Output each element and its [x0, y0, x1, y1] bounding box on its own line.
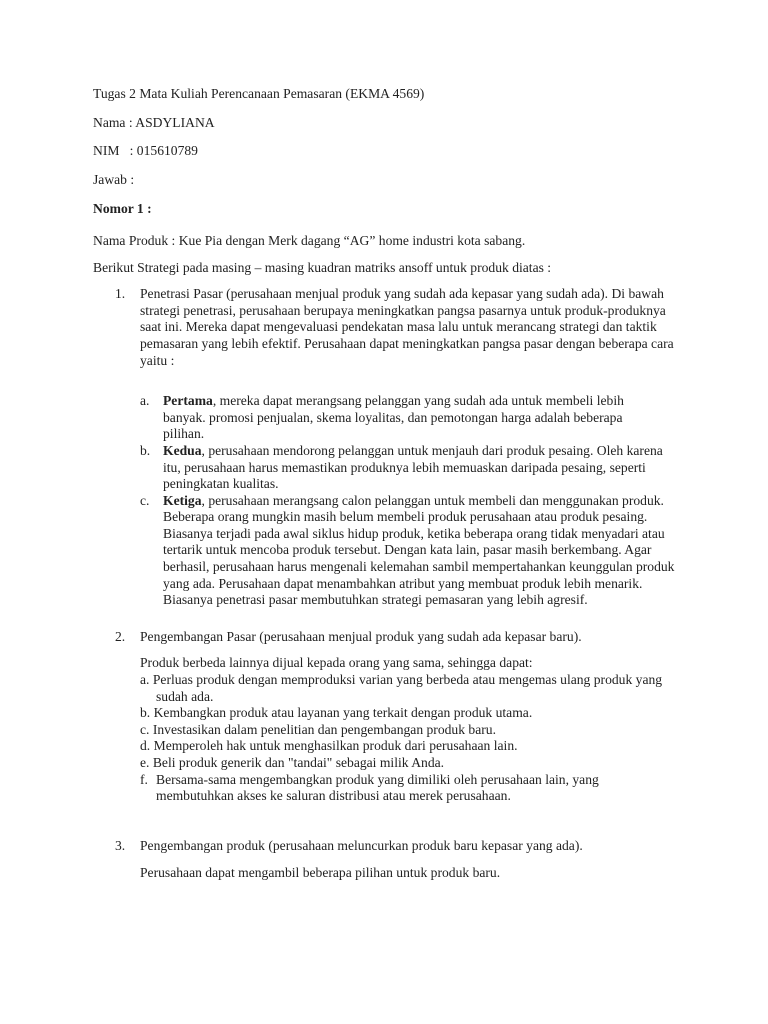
- student-name: Nama : ASDYLIANA: [93, 114, 215, 130]
- student-nim: NIM : 015610789: [93, 143, 198, 159]
- sub-item-1c: [93, 493, 693, 609]
- sub-item-bold: Pertama: [163, 393, 213, 409]
- sub-item-bold: Kedua: [163, 442, 202, 458]
- sub-item-text: , mereka dapat merangsang pelanggan yang sudah ada untuk membeli lebih banyak. promosi penjualan, skema loyalitas, dan pemotongan harga adalah beberapa pilihan.: [163, 393, 624, 442]
- list-item-number: 3.: [115, 837, 126, 853]
- sub-item-text: Kembangkan produk atau layanan yang terkait dengan produk utama.: [153, 705, 533, 721]
- sub-item-body: [140, 738, 693, 755]
- sub-item-1b: [93, 443, 693, 493]
- sub-item-letter: c.: [140, 721, 150, 737]
- sub-item-body: [140, 672, 663, 705]
- list-item-text: Pengembangan produk (perusahaan meluncurkan produk baru kepasar yang ada).: [140, 837, 583, 853]
- sub-item-text: Bersama-sama mengembangkan produk yang dimiliki oleh perusahaan lain, yang membutuhkan akses ke saluran distribusi atau merek perusahaan.: [156, 771, 599, 804]
- sub-item-body: [140, 755, 693, 772]
- list-item-text: Penetrasi Pasar (perusahaan menjual produk yang sudah ada kepasar yang sudah ada). Di bawah strategi penetrasi, perusahaan berupaya meningkatkan pangsa pasarnya untuk produk-produknya saat ini. Mereka dapat mengevaluasi pendekatan masa lalu untuk merancang strategi dan taktik pemasaran yang lebih efektif. Perusahaan dapat meningkatkan pangsa pasar dengan beberapa cara yaitu :: [140, 286, 674, 368]
- list-item-3-lead: [93, 865, 693, 882]
- sub-item-2c: [93, 722, 693, 739]
- sub-item-text: Perluas produk dengan memproduksi varian yang berbeda atau mengemas ulang produk yang sudah ada.: [152, 672, 663, 704]
- sub-item-text: , perusahaan mendorong pelanggan untuk menjauh dari produk pesaing. Oleh karena itu, perusahaan harus memastikan produknya lebih memuaskan daripada pesaing, seperti peningkatan kualitas.: [163, 442, 663, 492]
- document-body: [93, 86, 693, 882]
- sub-item-letter: b.: [140, 705, 151, 721]
- list-item-1: [93, 286, 693, 369]
- list-item-lead: Produk berbeda lainnya dijual kepada orang yang sama, sehingga dapat:: [140, 655, 533, 671]
- sub-item-2a: [93, 672, 693, 705]
- sub-item-letter: b.: [140, 442, 151, 458]
- sub-item-2f: [93, 772, 693, 805]
- sub-item-body: [140, 705, 693, 722]
- sub-item-letter: f.: [140, 771, 148, 787]
- sub-item-letter: a.: [140, 393, 150, 409]
- list-item-number: 2.: [115, 628, 126, 644]
- sub-item-letter: e.: [140, 755, 150, 770]
- list-item-2: [93, 629, 693, 646]
- section-heading: Nomor 1 :: [93, 201, 152, 217]
- sub-item-1a: [93, 393, 693, 443]
- sub-item-body: [163, 443, 663, 493]
- sub-item-text: Memperoleh hak untuk menghasilkan produk dari perusahaan lain.: [153, 738, 518, 754]
- sub-item-letter: c.: [140, 492, 150, 508]
- assignment-title: Tugas 2 Mata Kuliah Perencanaan Pemasaran (EKMA 4569): [93, 86, 425, 101]
- sub-item-letter: a.: [140, 672, 150, 688]
- list-item-number: 1.: [115, 286, 126, 302]
- sub-item-body: [163, 493, 683, 609]
- sub-item-body: [140, 722, 693, 739]
- product-name: Nama Produk : Kue Pia dengan Merk dagang “AG” home industri kota sabang.: [93, 232, 526, 248]
- list-item-2-lead: [93, 655, 693, 672]
- sub-item-bold: Ketiga: [163, 492, 202, 508]
- sub-item-text: Investasikan dalam penelitian dan pengembangan produk baru.: [152, 721, 496, 737]
- sub-item-2b: [93, 705, 693, 722]
- sub-item-2d: [93, 738, 693, 755]
- sub-item-2e: [93, 755, 693, 772]
- list-item-3: [93, 838, 693, 855]
- sub-item-body: [163, 393, 663, 443]
- answer-label: Jawab :: [93, 171, 135, 187]
- list-item-text: Pengembangan Pasar (perusahaan menjual produk yang sudah ada kepasar baru).: [140, 628, 582, 644]
- sub-item-letter: d.: [140, 738, 151, 754]
- intro-text: Berikut Strategi pada masing – masing kuadran matriks ansoff untuk produk diatas :: [93, 259, 552, 275]
- sub-item-text: Beli produk generik dan "tandai" sebagai milik Anda.: [152, 755, 445, 770]
- sub-item-text: , perusahaan merangsang calon pelanggan untuk membeli dan menggunakan produk. Beberapa orang mungkin masih belum membeli produk perusahaan atau produk pesaing. Biasanya terjadi pada awal siklus hidup produk, ketika beberapa orang tidak menyadari atau tertarik untuk mencoba produk tersebut. Dengan kata lain, pasar masih berkembang. Agar berhasil, perusahaan harus mengenali kelemahan sambil mempertahankan keunggulan produk yang ada. Perusahaan dapat menambahkan atribut yang membuat produk lebih menarik. Biasanya penetrasi pasar membutuhkan strategi pemasaran yang lebih agresif.: [163, 492, 675, 608]
- list-item-lead: Perusahaan dapat mengambil beberapa pilihan untuk produk baru.: [140, 865, 501, 881]
